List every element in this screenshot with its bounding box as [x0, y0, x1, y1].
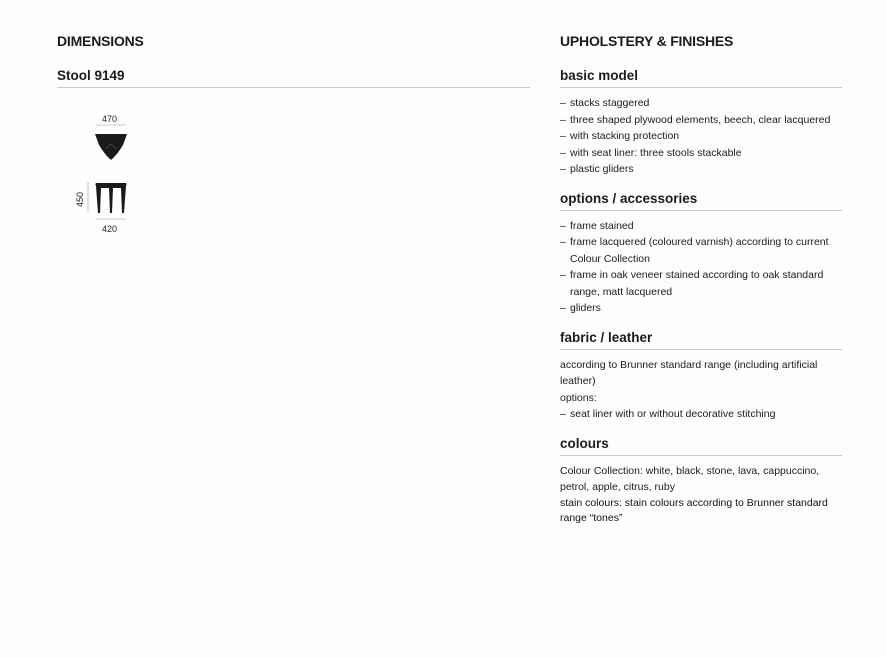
list-item: – with seat liner: three stools stackable [560, 146, 742, 159]
list-item: – stacks staggered [560, 97, 650, 109]
options-section [560, 191, 842, 317]
colours-title: colours [560, 436, 842, 456]
product-title: Stool 9149 [57, 68, 530, 88]
fabric-list [560, 406, 842, 423]
colour-collection: Colour Collection: white, black, stone, lava, cappuccino, petrol, apple, citrus, ruby [560, 464, 820, 493]
list-item: – gliders [560, 302, 601, 314]
basic-model-title: basic model [560, 68, 842, 88]
stool-drawing [71, 112, 141, 252]
list-item: – frame lacquered (coloured varnish) according to current Colour Collection [560, 236, 829, 265]
fabric-description: according to Brunner standard range (including artificial leather) [560, 358, 818, 387]
dimensions-heading: DIMENSIONS [57, 33, 144, 49]
basic-model-section [560, 68, 842, 178]
options-title: options / accessories [560, 191, 842, 211]
list-item: – frame in oak veneer stained according to oak standard range, matt lacquered [560, 269, 824, 298]
fabric-section [560, 330, 842, 423]
dim-height: 450 [75, 191, 85, 207]
list-item: – with stacking protection [560, 130, 680, 142]
list-item: – plastic gliders [560, 163, 634, 175]
colours-section [560, 436, 842, 526]
upholstery-heading: UPHOLSTERY & FINISHES [560, 33, 734, 49]
dim-width-side: 420 [102, 224, 118, 234]
list-item: – seat liner with or without decorative stitching [560, 408, 776, 420]
dimensions-column [57, 68, 530, 234]
fabric-options-label: options: [560, 391, 597, 404]
stain-colours: stain colours: stain colours according to Brunner standard range “tones” [560, 496, 828, 524]
list-item: – three shaped plywood elements, beech, clear lacquered [560, 113, 831, 126]
dim-width-top: 470 [102, 114, 118, 124]
upholstery-column [560, 68, 842, 539]
basic-model-list [560, 95, 842, 178]
fabric-title: fabric / leather [560, 330, 842, 350]
options-list [560, 218, 842, 317]
list-item: – frame stained [560, 219, 634, 232]
